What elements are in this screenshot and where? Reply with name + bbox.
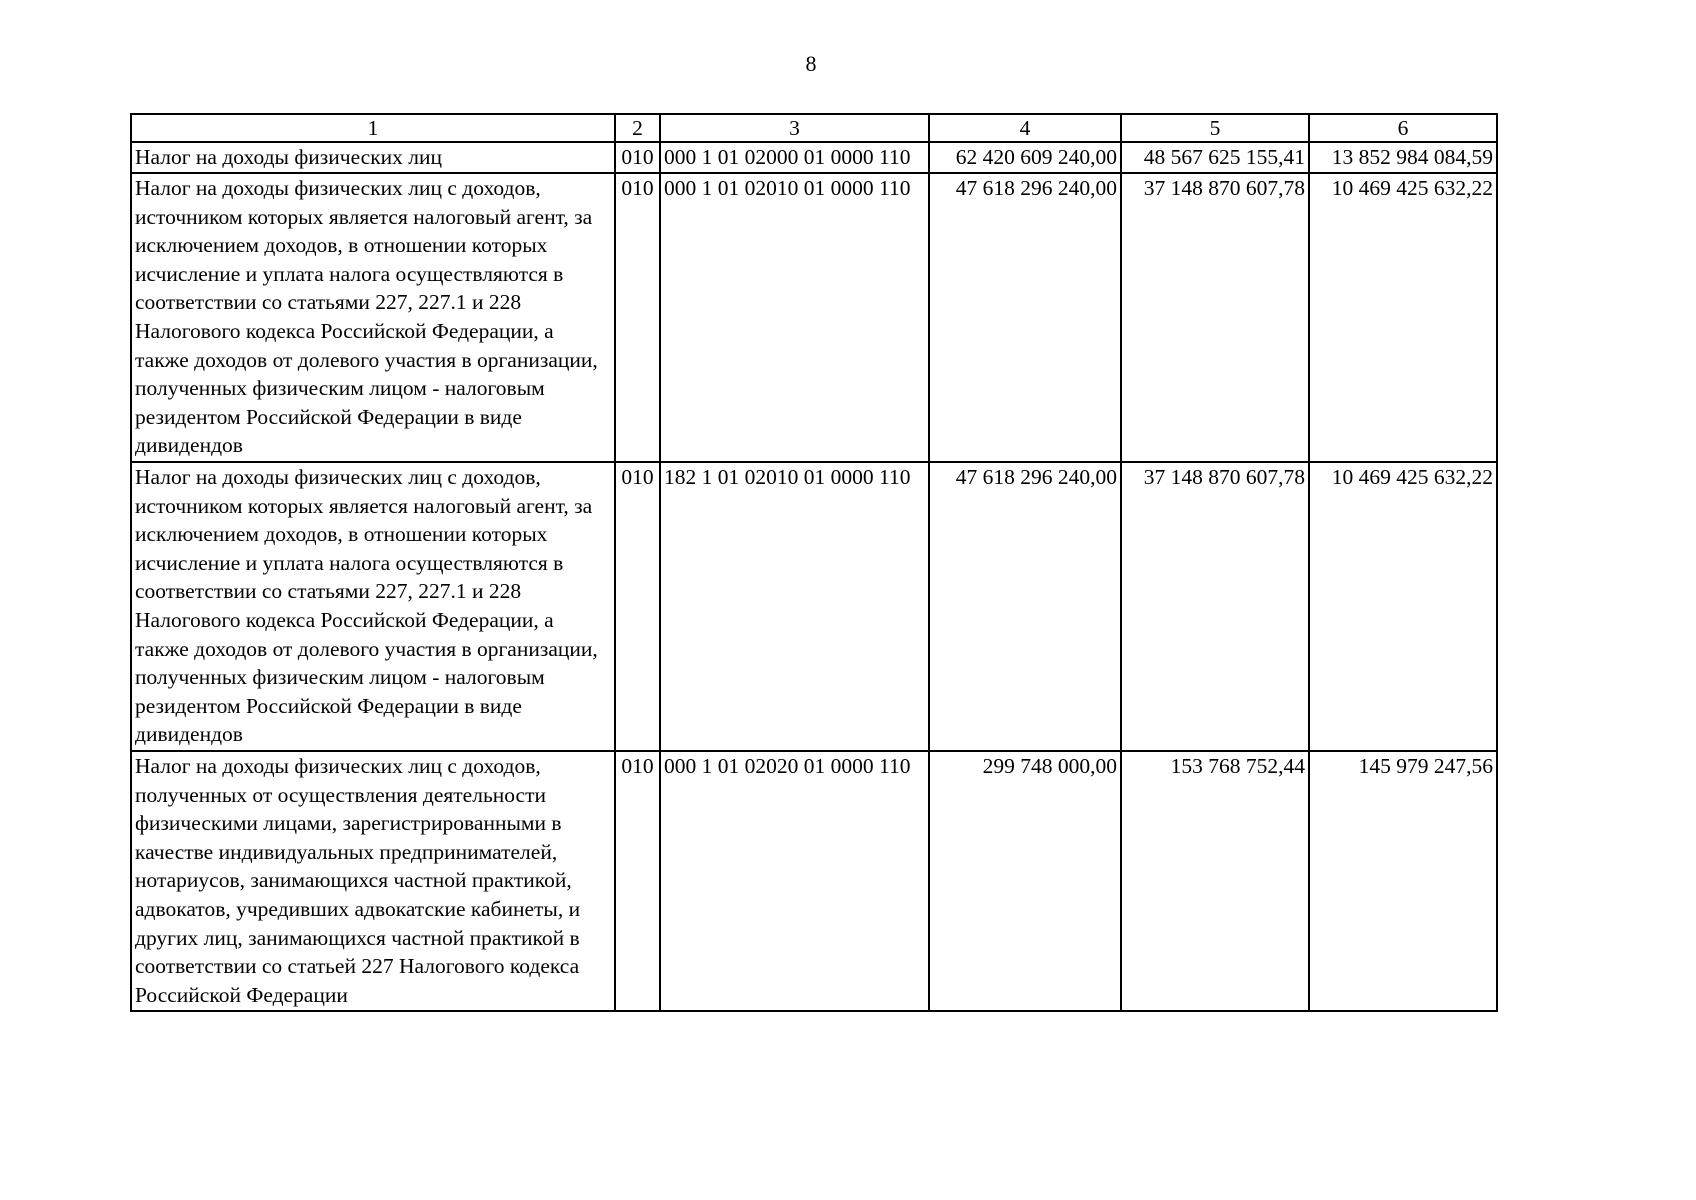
- line-code: 010: [615, 142, 660, 173]
- page-number: 8: [805, 51, 817, 76]
- unexecuted-amount: 10 469 425 632,22: [1309, 462, 1497, 751]
- executed-amount: 37 148 870 607,78: [1121, 173, 1309, 462]
- income-name: Налог на доходы физических лиц с доходов, полученных от осуществления деятельности физическими лицами, зарегистрированными в качестве индивидуальных предпринимателей, нотариусов, занимающихся частной практикой, адвокатов, учредивших адвокатские кабинеты, и других лиц, занимающихся частной практикой в соответствии со статьей 227 Налогового кодекса Российской Федерации: [131, 751, 615, 1011]
- column-number: 2: [615, 114, 660, 142]
- executed-amount: 37 148 870 607,78: [1121, 462, 1309, 751]
- table-row: [131, 142, 1497, 173]
- approved-amount: 47 618 296 240,00: [929, 462, 1121, 751]
- approved-amount: 62 420 609 240,00: [929, 142, 1121, 173]
- executed-amount: 48 567 625 155,41: [1121, 142, 1309, 173]
- budget-classification-code: 000 1 01 02020 01 0000 110: [660, 751, 929, 1011]
- budget-classification-code: 182 1 01 02010 01 0000 110: [660, 462, 929, 751]
- table-row: [131, 462, 1497, 751]
- income-name: Налог на доходы физических лиц: [131, 142, 615, 173]
- approved-amount: 47 618 296 240,00: [929, 173, 1121, 462]
- approved-amount: 299 748 000,00: [929, 751, 1121, 1011]
- revenue-table: [130, 113, 1498, 1012]
- line-code: 010: [615, 462, 660, 751]
- income-name: Налог на доходы физических лиц с доходов, источником которых является налоговый агент, за исключением доходов, в отношении которых исчисление и уплата налога осуществляются в соответствии со статьями 227, 227.1 и 228 Налогового кодекса Российской Федерации, а также доходов от долевого участия в организации, полученных физическим лицом - налоговым резидентом Российской Федерации в виде дивидендов: [131, 173, 615, 462]
- budget-classification-code: 000 1 01 02010 01 0000 110: [660, 173, 929, 462]
- income-name: Налог на доходы физических лиц с доходов, источником которых является налоговый агент, за исключением доходов, в отношении которых исчисление и уплата налога осуществляются в соответствии со статьями 227, 227.1 и 228 Налогового кодекса Российской Федерации, а также доходов от долевого участия в организации, полученных физическим лицом - налоговым резидентом Российской Федерации в виде дивидендов: [131, 462, 615, 751]
- column-number: 5: [1121, 114, 1309, 142]
- column-number: 1: [131, 114, 615, 142]
- unexecuted-amount: 10 469 425 632,22: [1309, 173, 1497, 462]
- column-number-row: [131, 114, 1497, 142]
- table-row: [131, 173, 1497, 462]
- table-row: [131, 751, 1497, 1011]
- column-number: 3: [660, 114, 929, 142]
- line-code: 010: [615, 173, 660, 462]
- budget-classification-code: 000 1 01 02000 01 0000 110: [660, 142, 929, 173]
- column-number: 4: [929, 114, 1121, 142]
- executed-amount: 153 768 752,44: [1121, 751, 1309, 1011]
- unexecuted-amount: 145 979 247,56: [1309, 751, 1497, 1011]
- line-code: 010: [615, 751, 660, 1011]
- unexecuted-amount: 13 852 984 084,59: [1309, 142, 1497, 173]
- column-number: 6: [1309, 114, 1497, 142]
